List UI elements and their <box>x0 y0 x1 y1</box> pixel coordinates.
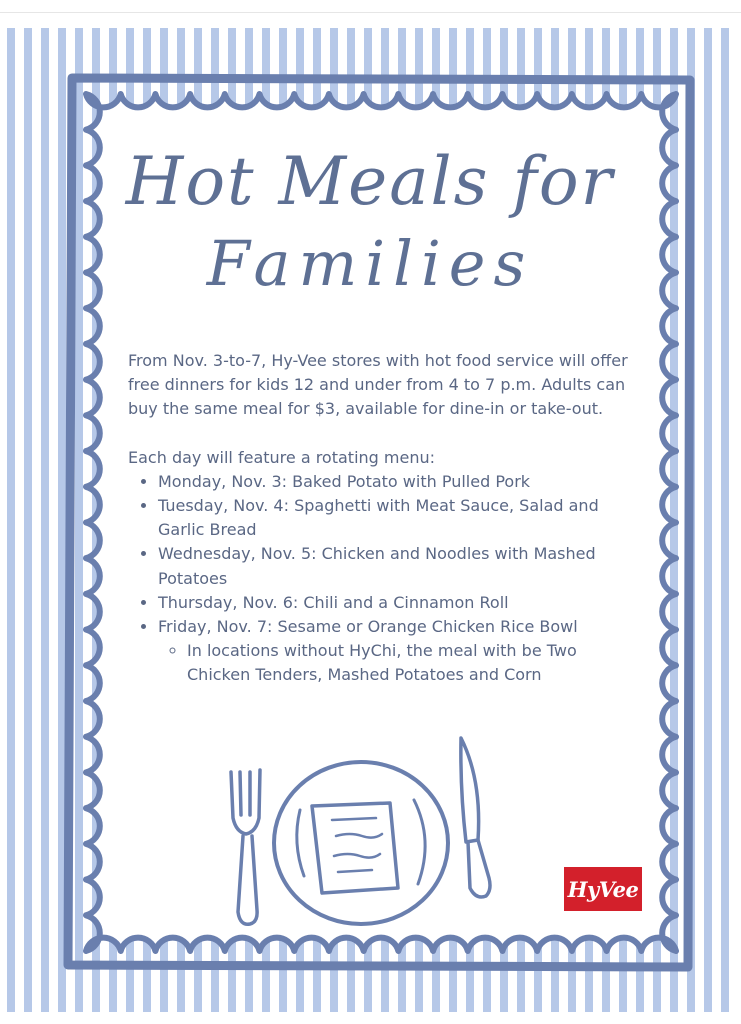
title-line-2: Families <box>206 227 534 300</box>
title-line-1: Hot Meals for <box>125 143 615 220</box>
knife-icon <box>461 738 490 897</box>
intro-paragraph: From Nov. 3-to-7, Hy-Vee stores with hot food service will offer free dinners for kids 12 and under from 4 to 7 p.m. Adults can buy the same meal for $3, available for dine-in or take-out. <box>128 351 628 419</box>
menu-item-tuesday: • Tuesday, Nov. 4: Spaghetti with Meat Sauce, Salad and Garlic Bread <box>158 494 628 542</box>
menu-heading: Each day will feature a rotating menu: <box>128 447 435 467</box>
fork-icon <box>231 770 260 924</box>
menu-item-monday: • Monday, Nov. 3: Baked Potato with Pulled Pork <box>158 470 628 494</box>
friday-note: ◦ In locations without HyChi, the meal with be Two Chicken Tenders, Mashed Potatoes and Corn <box>187 639 628 687</box>
hy-vee-logo: HyVee <box>564 867 642 911</box>
plate-icon <box>274 762 448 924</box>
menu-item-friday-text: Friday, Nov. 7: Sesame or Orange Chicken Rice Bowl <box>158 617 578 637</box>
menu-item-thursday: • Thursday, Nov. 6: Chili and a Cinnamon Roll <box>158 591 628 615</box>
menu-item-wednesday: • Wednesday, Nov. 5: Chicken and Noodles with Mashed Potatoes <box>158 542 628 590</box>
